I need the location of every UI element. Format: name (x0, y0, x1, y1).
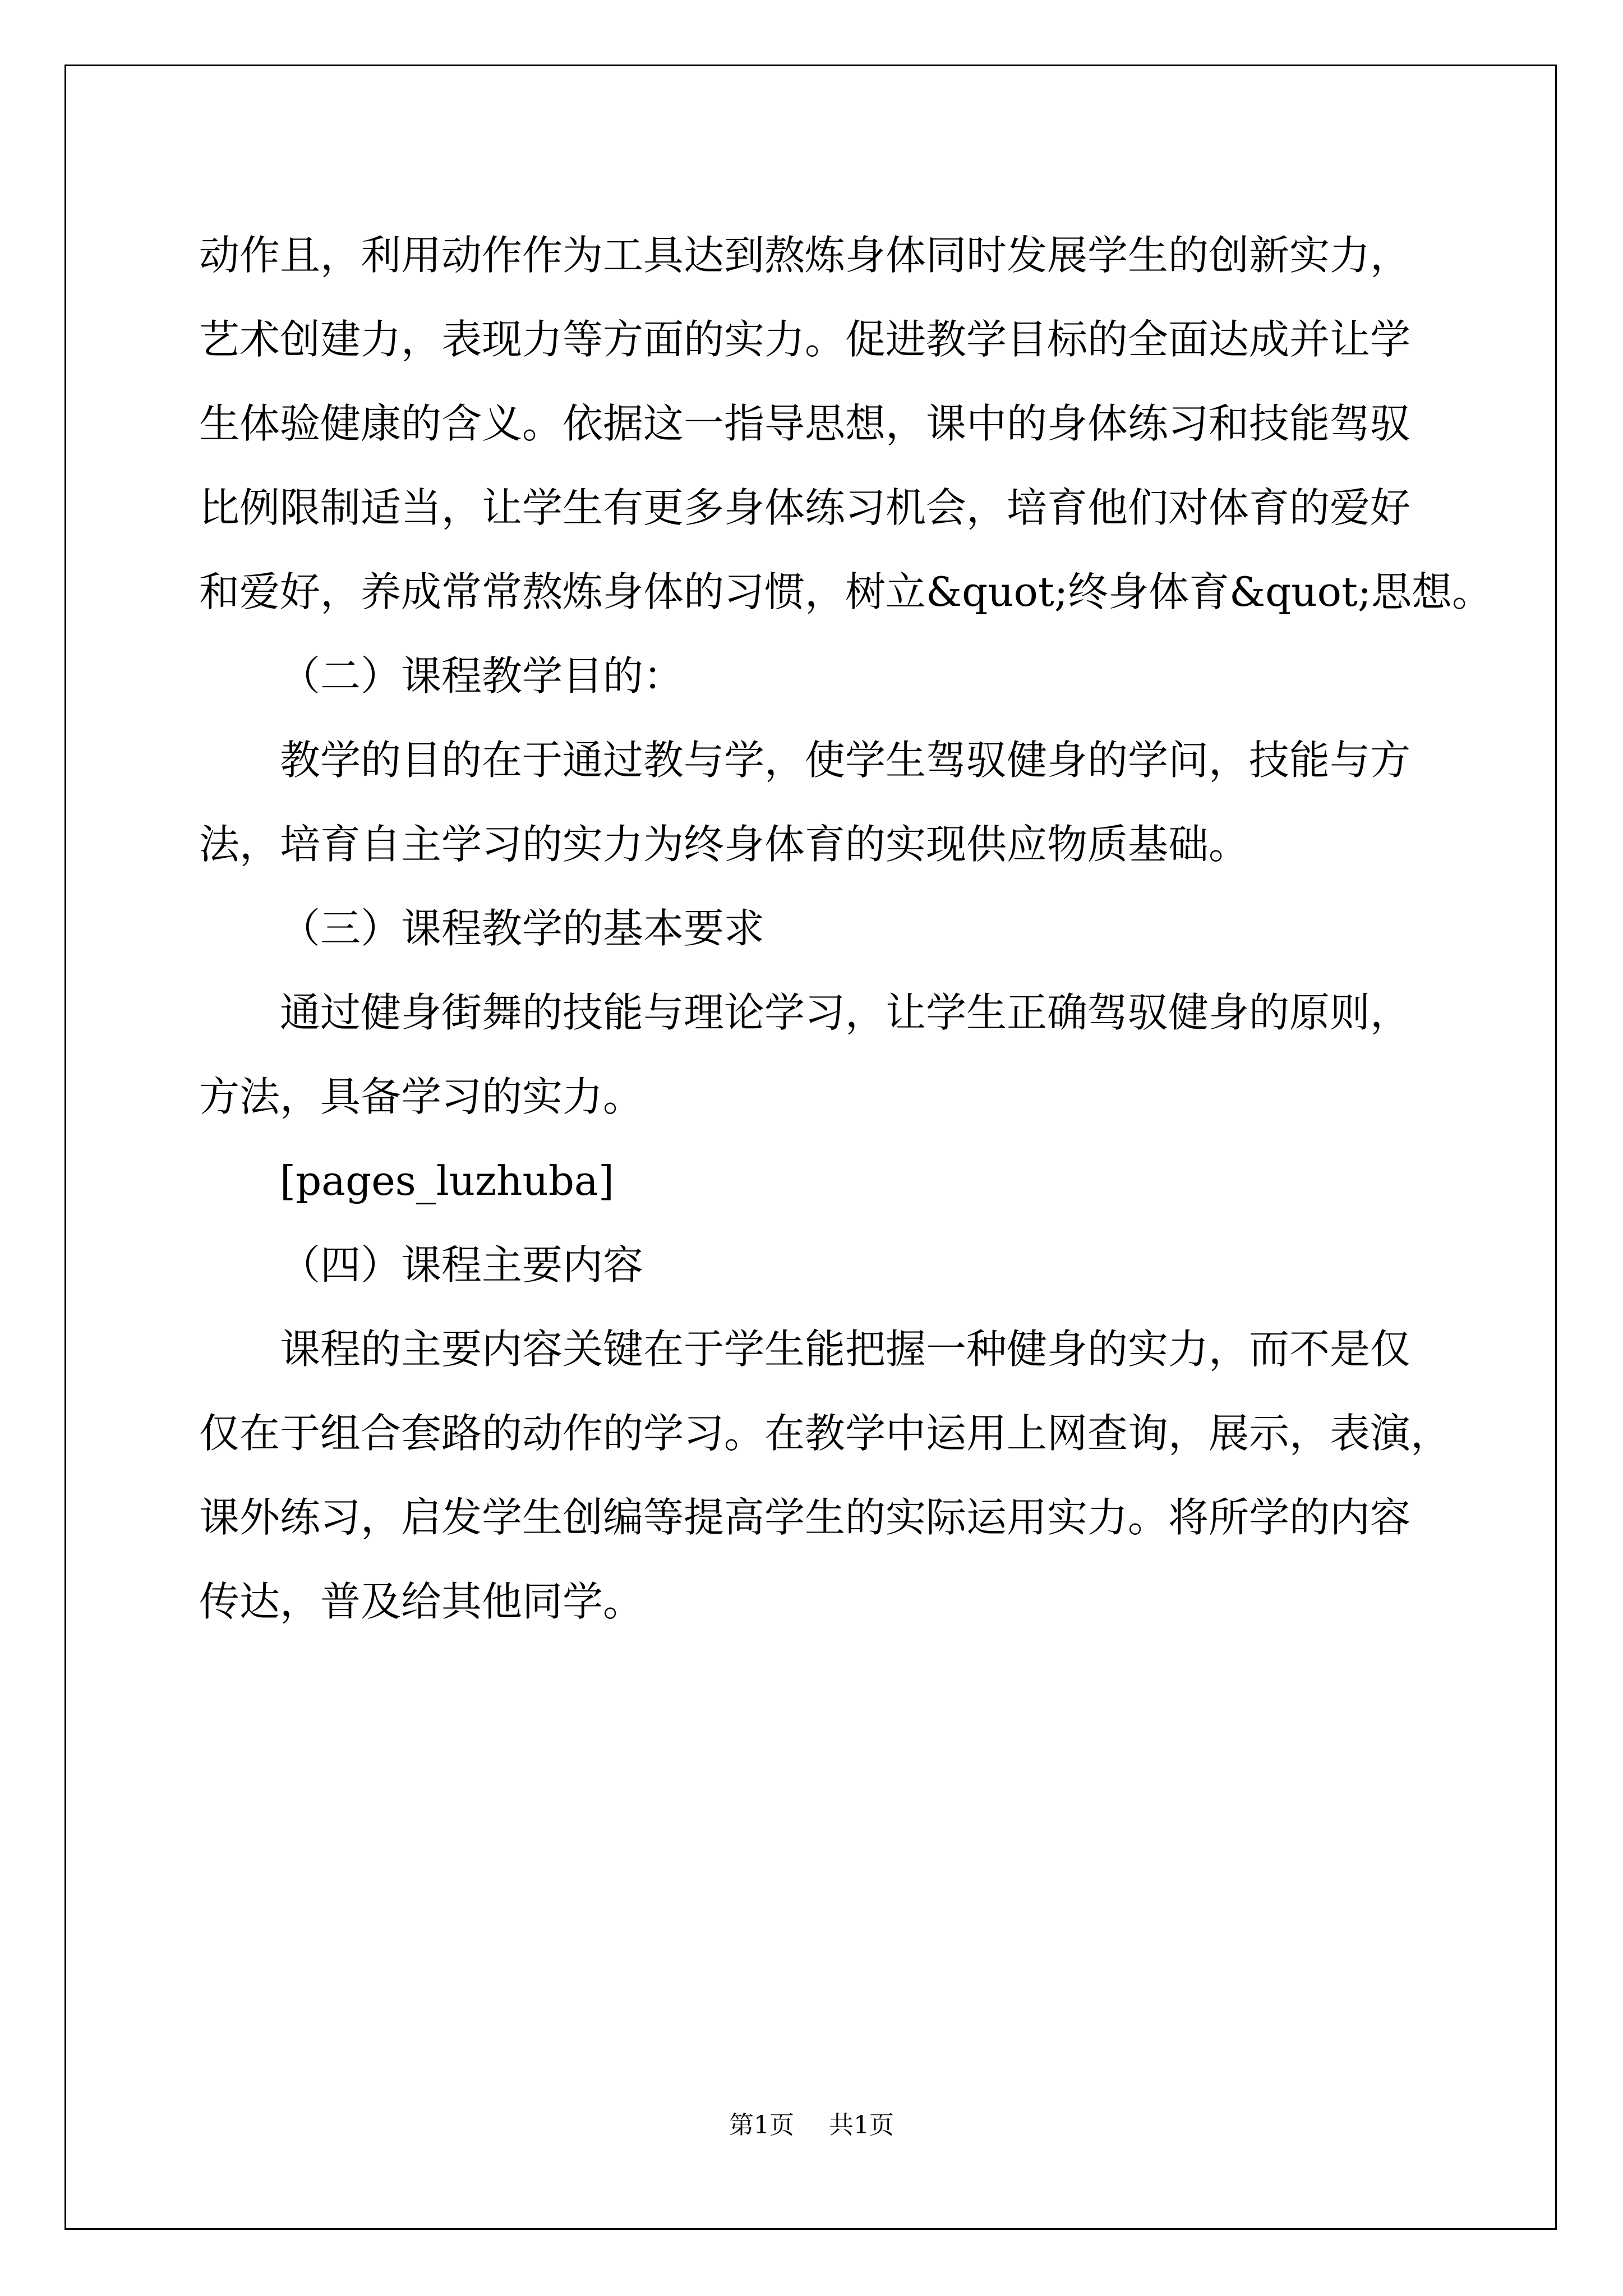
text-line: （二）课程教学目的： (280, 652, 684, 700)
text-line: 动作且，利用动作作为工具达到熬炼身体同时发展学生的创新实力， (199, 232, 1411, 279)
text-line: 生体验健康的含义。依据这一指导思想，课中的身体练习和技能驾驭 (199, 400, 1411, 447)
page-footer (0, 2105, 1623, 2141)
text-line: 法，培育自主学习的实力为终身体育的实现供应物质基础。 (199, 821, 1249, 868)
text-line: 课程的主要内容关键在于学生能把握一种健身的实力，而不是仅 (280, 1326, 1411, 1373)
text-line: 方法，具备学习的实力。 (199, 1073, 644, 1120)
document-body (199, 213, 1493, 1644)
total-pages: 共1页 (829, 2111, 894, 2139)
text-line: （四）课程主要内容 (280, 1241, 644, 1289)
text-line: （三）课程教学的基本要求 (280, 905, 765, 952)
text-line: 通过健身街舞的技能与理论学习，让学生正确驾驭健身的原则， (280, 989, 1411, 1036)
text-line: 和爱好，养成常常熬炼身体的习惯，树立&quot;终身体育&quot;思想。 (199, 568, 1493, 615)
text-line: 传达，普及给其他同学。 (199, 1578, 644, 1625)
text-line: 艺术创建力，表现力等方面的实力。促进教学目标的全面达成并让学 (199, 316, 1411, 363)
text-line: 课外练习，启发学生创编等提高学生的实际运用实力。将所学的内容 (199, 1494, 1411, 1541)
text-line: 仅在于组合套路的动作的学习。在教学中运用上网查询，展示，表演， (199, 1410, 1451, 1457)
text-line: 教学的目的在于通过教与学，使学生驾驭健身的学问，技能与方 (280, 737, 1411, 784)
text-line: 比例限制适当，让学生有更多身体练习机会，培育他们对体育的爱好 (199, 484, 1411, 531)
page-number: 第1页 (729, 2111, 794, 2139)
text-line: [pages_luzhuba] (280, 1157, 614, 1204)
